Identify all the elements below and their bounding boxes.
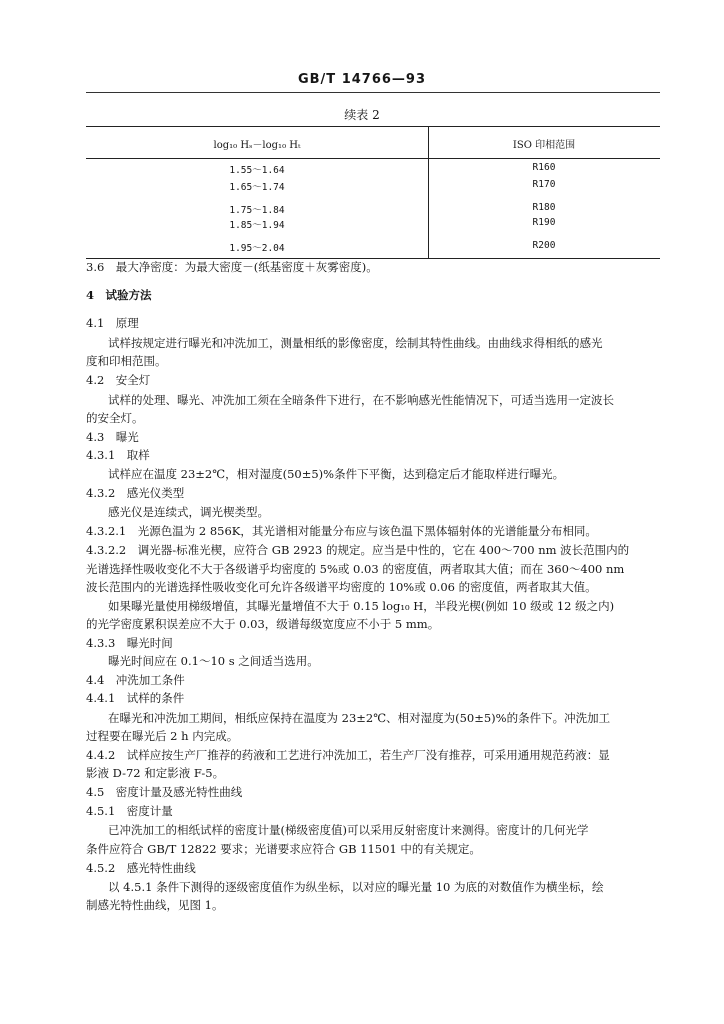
table-caption: 续表 2: [344, 108, 380, 122]
table-top-border: [86, 126, 660, 127]
paragraph-line: 试样按规定进行曝光和冲洗加工，测量相纸的影像密度，绘制其特性曲线。由曲线求得相纸的感光: [108, 336, 603, 350]
paragraph-line: 影液 D-72 和定影液 F-5。: [86, 766, 225, 780]
table-cell-iso: R160: [532, 162, 556, 173]
clause-heading: 4.2 安全灯: [86, 373, 151, 387]
clause-heading: 4.5.2 感光特性曲线: [86, 861, 196, 875]
continued-table-2: [86, 126, 660, 258]
standard-code: GB/T 14766—93: [297, 72, 427, 87]
paragraph-line: 过程要在曝光后 2 h 内完成。: [86, 729, 239, 743]
paragraph-line: 以 4.5.1 条件下测得的逐级密度值作为纵坐标，以对应的曝光量 10 为底的对数值作为横坐标，绘: [108, 880, 604, 894]
paragraph-line: 感光仪是连续式，调光楔类型。: [108, 505, 269, 519]
paragraph-line: 已冲洗加工的相纸试样的密度计量(梯级密度值)可以采用反射密度计来测得。密度计的几何光学: [108, 823, 589, 837]
paragraph-line: 4.4.2 试样应按生产厂推荐的药液和工艺进行冲洗加工，若生产厂没有推荐，可采用通用规范药液：显: [86, 748, 610, 762]
paragraph-line: 度和印相范围。: [86, 354, 167, 368]
table-cell-iso: R190: [532, 217, 556, 228]
clause-heading: 4.4 冲洗加工条件: [86, 673, 185, 687]
paragraph-line: 制感光特性曲线，见图 1。: [86, 898, 224, 912]
paragraph-line: 光谱选择性吸收变化不大于各级谱乎均密度的 5%或 0.03 的密度值，两者取其大值；而在 360～400 nm: [86, 562, 625, 576]
paragraph-line: 条件应符合 GB/T 12822 要求；光谱要求应符合 GB 11501 中的有关规定。: [86, 842, 481, 856]
clause-heading: 4.3.3 曝光时间: [86, 636, 173, 650]
column-header-iso-range: ISO 印相范围: [512, 140, 576, 151]
paragraph-line: 曝光时间应在 0.1～10 s 之间适当选用。: [108, 654, 319, 668]
clause-heading: 4.5.1 密度计量: [86, 804, 173, 818]
clause-heading: 4.1 原理: [86, 316, 139, 330]
paragraph-line: 试样应在温度 23±2℃，相对湿度(50±5)%条件下平衡，达到稳定后才能取样进行曝光。: [108, 467, 565, 481]
paragraph-line: 的光学密度累积误差应不大于 0.03，级谱每级宽度应不小于 5 mm。: [86, 617, 440, 631]
clause-heading: 4.4.1 试样的条件: [86, 691, 185, 705]
table-cell-range: 1.55～1.64: [229, 165, 285, 176]
paragraph-line: 在曝光和冲洗加工期间，相纸应保持在温度为 23±2℃、相对湿度为(50±5)%的条件下。冲洗加工: [108, 711, 611, 725]
paragraph-line: 的安全灯。: [86, 411, 144, 425]
clause-heading: 4.3.2 感光仪类型: [86, 486, 185, 500]
clause-heading: 4.3.1 取样: [86, 448, 150, 462]
paragraph-line: 波长范围内的光谱选择性吸收变化可允许各级谱平均密度的 10%或 0.06 的密度值，两者取其大值。: [86, 580, 597, 594]
table-bottom-border: [86, 258, 660, 259]
clause-heading: 4.3 曝光: [86, 430, 139, 444]
clause-3-6: 3.6 最大净密度：为最大密度－(纸基密度＋灰雾密度)。: [86, 260, 378, 274]
table-cell-range: 1.75～1.84: [229, 205, 285, 216]
table-cell-iso: R170: [532, 179, 556, 190]
column-header-log-range: log₁₀ Hₛ－log₁₀ Hₜ: [213, 140, 301, 151]
table-cell-range: 1.85～1.94: [229, 220, 285, 231]
table-cell-iso: R180: [532, 202, 556, 213]
paragraph-line: 4.3.2.2 调光器-标准光楔，应符合 GB 2923 的规定。应当是中性的，它在 400～700 nm 波长范围内的: [86, 543, 630, 557]
header-rule: [86, 92, 660, 93]
paragraph-line: 试样的处理、曝光、冲洗加工须在全暗条件下进行，在不影响感光性能情况下，可适当选用一定波长: [108, 393, 614, 407]
table-cell-iso: R200: [532, 240, 556, 251]
table-header-border: [86, 158, 660, 159]
table-cell-range: 1.65～1.74: [229, 182, 285, 193]
paragraph-line: 4.3.2.1 光源色温为 2 856K，其光谱相对能量分布应与该色温下黑体辐射体的光谱能量分布相同。: [86, 524, 597, 538]
table-cell-range: 1.95～2.04: [229, 243, 285, 254]
section-heading-4: 4 试验方法: [86, 288, 152, 302]
clause-heading: 4.5 密度计量及感光特性曲线: [86, 785, 243, 799]
paragraph-line: 如果曝光量使用梯级增值，其曝光量增值不大于 0.15 log₁₀ H，半段光楔(例如 10 级或 12 级之内): [108, 599, 615, 613]
